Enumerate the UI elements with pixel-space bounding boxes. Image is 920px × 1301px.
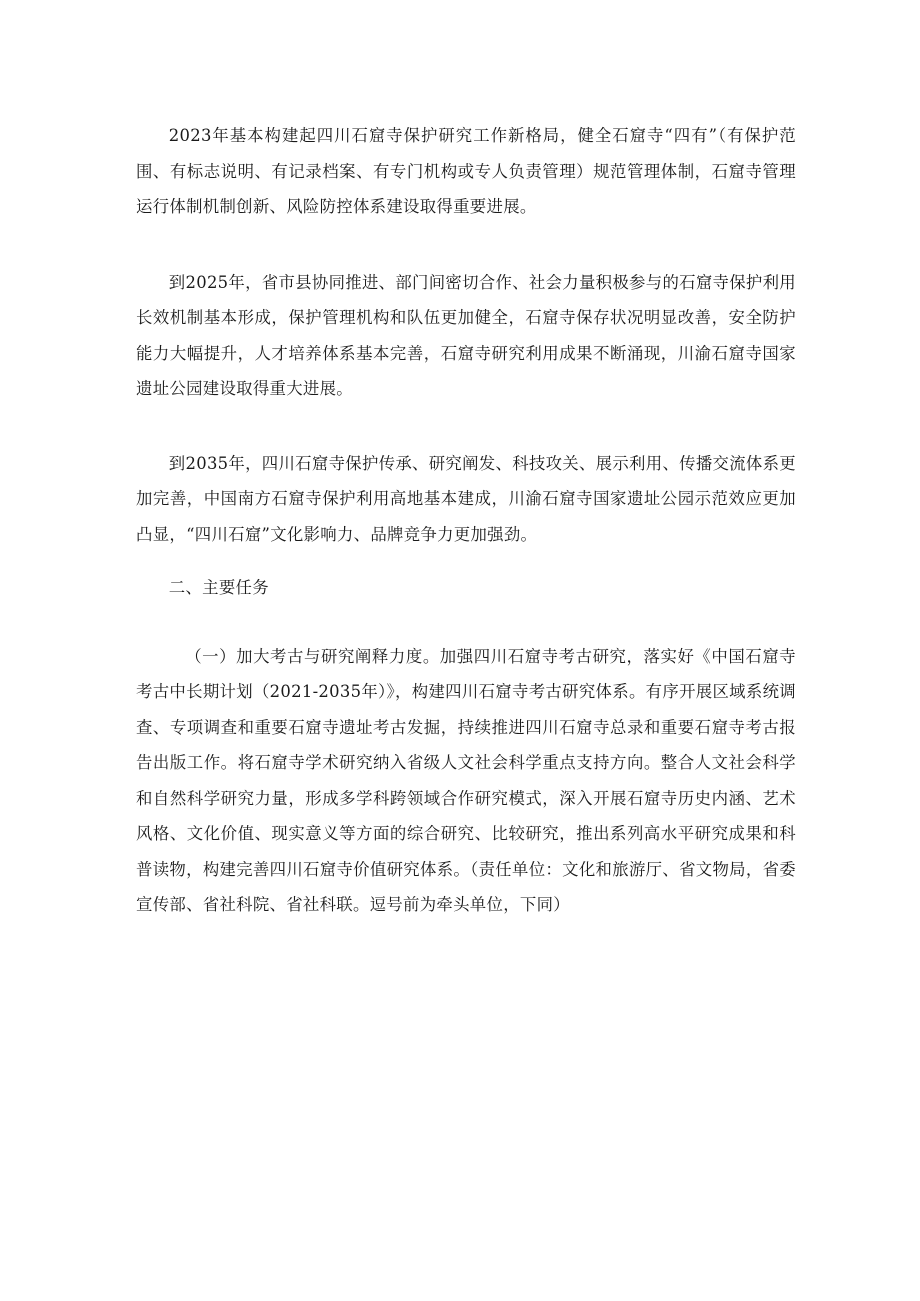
- section-heading: 二、主要任务: [168, 578, 269, 597]
- task-paragraph-archaeology: （一）加大考古与研究阐释力度。加强四川石窟寺考古研究，落实好《中国石窟寺考古中长期计划（2021-2035年）》，构建四川石窟寺考古研究体系。有序开展区域系统调查、专项调查和重要石窟寺遗址考古发掘，持续推进四川石窟寺总录和重要石窟寺考古报告出版工作。将石窟寺学术研究纳入省级人文社会科学重点支持方向。整合人文社会科学和自然科学研究力量，形成多学科跨领域合作研究模式，深入开展石窟寺历史内涵、艺术风格、文化价值、现实意义等方面的综合研究、比较研究，推出系列高水平研究成果和科普读物，构建完善四川石窟寺价值研究体系。（责任单位：文化和旅游厅、省文物局，省委宣传部、省社科院、省社科联。逗号前为牵头单位，下同）: [136, 646, 796, 914]
- document-page: [136, 118, 796, 923]
- paragraph-2023-goals: 2023年基本构建起四川石窟寺保护研究工作新格局，健全石窟寺“四有”（有保护范围、有标志说明、有记录档案、有专门机构或专人负责管理）规范管理体制，石窟寺管理运行体制机制创新、风险防控体系建设取得重要进展。: [136, 126, 796, 216]
- paragraph-2035-goals: 到2035年，四川石窟寺保护传承、研究阐发、科技攻关、展示利用、传播交流体系更加完善，中国南方石窟寺保护利用高地基本建成，川渝石窟寺国家遗址公园示范效应更加凸显，“四川石窟”文化影响力、品牌竞争力更加强劲。: [136, 453, 796, 544]
- paragraph-2025-goals: 到2025年，省市县协同推进、部门间密切合作、社会力量积极参与的石窟寺保护利用长效机制基本形成，保护管理机构和队伍更加健全，石窟寺保存状况明显改善，安全防护能力大幅提升，人才培养体系基本完善，石窟寺研究利用成果不断涌现，川渝石窟寺国家遗址公园建设取得重大进展。: [136, 272, 796, 398]
